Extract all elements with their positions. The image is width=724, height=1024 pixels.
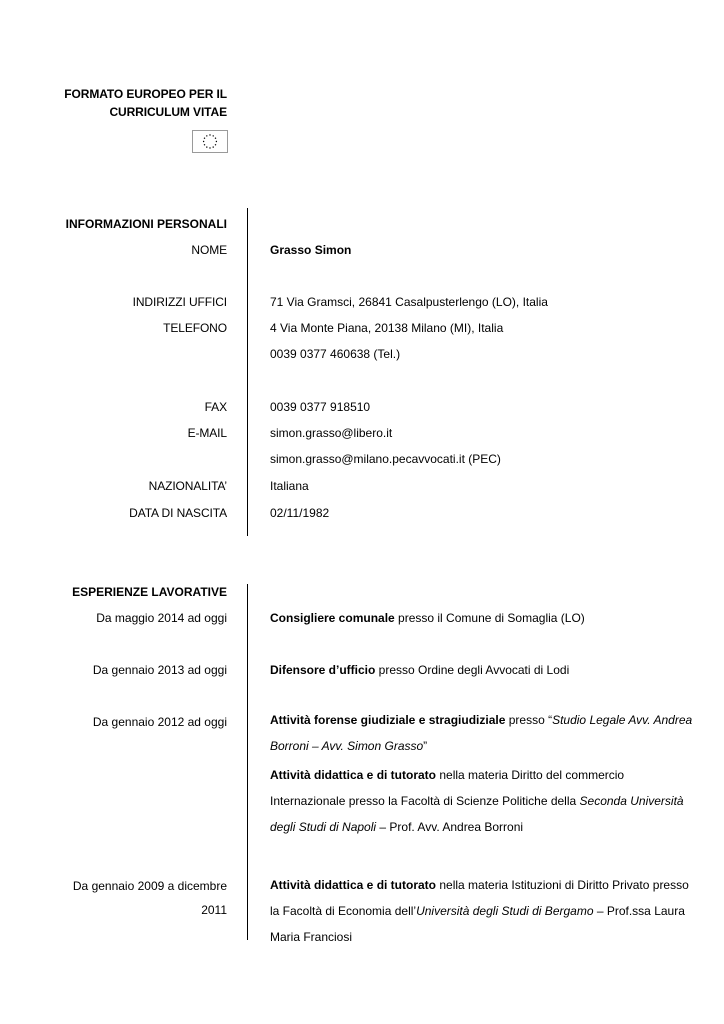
email-value-2[interactable]: simon.grasso@milano.pecavvocati.it (PEC) [270,452,501,466]
experience-italic: Università degli Studi di Bergamo [416,904,594,918]
experience-date: Da gennaio 2013 ad oggi [92,663,227,677]
experience-role: Attività didattica e di tutorato [270,768,437,782]
experience-text: presso “ [505,713,553,727]
experience-text: presso il Comune di Somaglia (LO) [394,611,585,625]
experience-entry [270,610,690,626]
birth-label: DATA DI NASCITA [129,506,227,520]
experience-entry [270,762,700,840]
experience-role: Attività forense giudiziale e stragiudiziale [270,713,506,727]
experience-text: nella materia Diritto del commercio Internazionale presso la Facoltà di Scienze Politiche della [270,768,625,808]
experience-entry [270,662,690,678]
experience-text: nella materia Istituzioni di Diritto Privato presso la Facoltà di Economia dell’ [270,878,689,918]
title-line-2: CURRICULUM VITAE [109,105,227,119]
offices-label: INDIRIZZI UFFICI [132,295,227,309]
title-line-1: FORMATO EUROPEO PER IL [64,87,227,101]
phone-label: TELEFONO [163,321,227,335]
phone-value: 0039 0377 460638 (Tel.) [270,347,401,361]
experience-text: ” [423,739,428,753]
experience-text: – Prof. Avv. Andrea Borroni [376,820,524,834]
cv-header-title [7,85,227,121]
office-address-2: 4 Via Monte Piana, 20138 Milano (MI), Italia [270,321,504,335]
eu-flag-icon [192,130,228,153]
nationality-value: Italiana [270,479,309,493]
name-label: NOME [191,243,227,257]
fax-label: FAX [204,400,227,414]
fax-value: 0039 0377 918510 [270,400,371,414]
experience-text: – Prof.ssa Laura Maria Franciosi [270,904,685,944]
experience-date: Da maggio 2014 ad oggi [96,611,227,625]
name-value: Grasso Simon [270,243,352,257]
experience-role: Difensore d’ufficio [270,663,376,677]
experience-section-title: ESPERIENZE LAVORATIVE [72,585,227,599]
experience-role: Attività didattica e di tutorato [270,878,437,892]
personal-info-section-title: INFORMAZIONI PERSONALI [65,217,227,231]
column-divider [247,208,248,536]
eu-stars-icon [193,131,227,152]
birth-value: 02/11/1982 [270,506,330,520]
experience-date [7,874,227,922]
experience-role: Consigliere comunale [270,611,395,625]
experience-entry [270,707,700,759]
experience-text: presso Ordine degli Avvocati di Lodi [375,663,570,677]
experience-date: Da gennaio 2012 ad oggi [92,715,227,729]
office-address-1: 71 Via Gramsci, 26841 Casalpusterlengo (LO), Italia [270,295,548,309]
email-label: E-MAIL [187,426,227,440]
column-divider [247,584,248,940]
experience-entry [270,872,700,950]
experience-date-line-2: 2011 [201,903,227,917]
experience-date-line-1: Da gennaio 2009 a dicembre [72,879,227,893]
experience-italic: Seconda Università degli Studi di Napoli [270,794,684,834]
email-value-1[interactable]: simon.grasso@libero.it [270,426,393,440]
experience-italic: Studio Legale Avv. Andrea Borroni – Avv. Simon Grasso [270,713,693,753]
nationality-label: NAZIONALITA’ [148,479,227,493]
